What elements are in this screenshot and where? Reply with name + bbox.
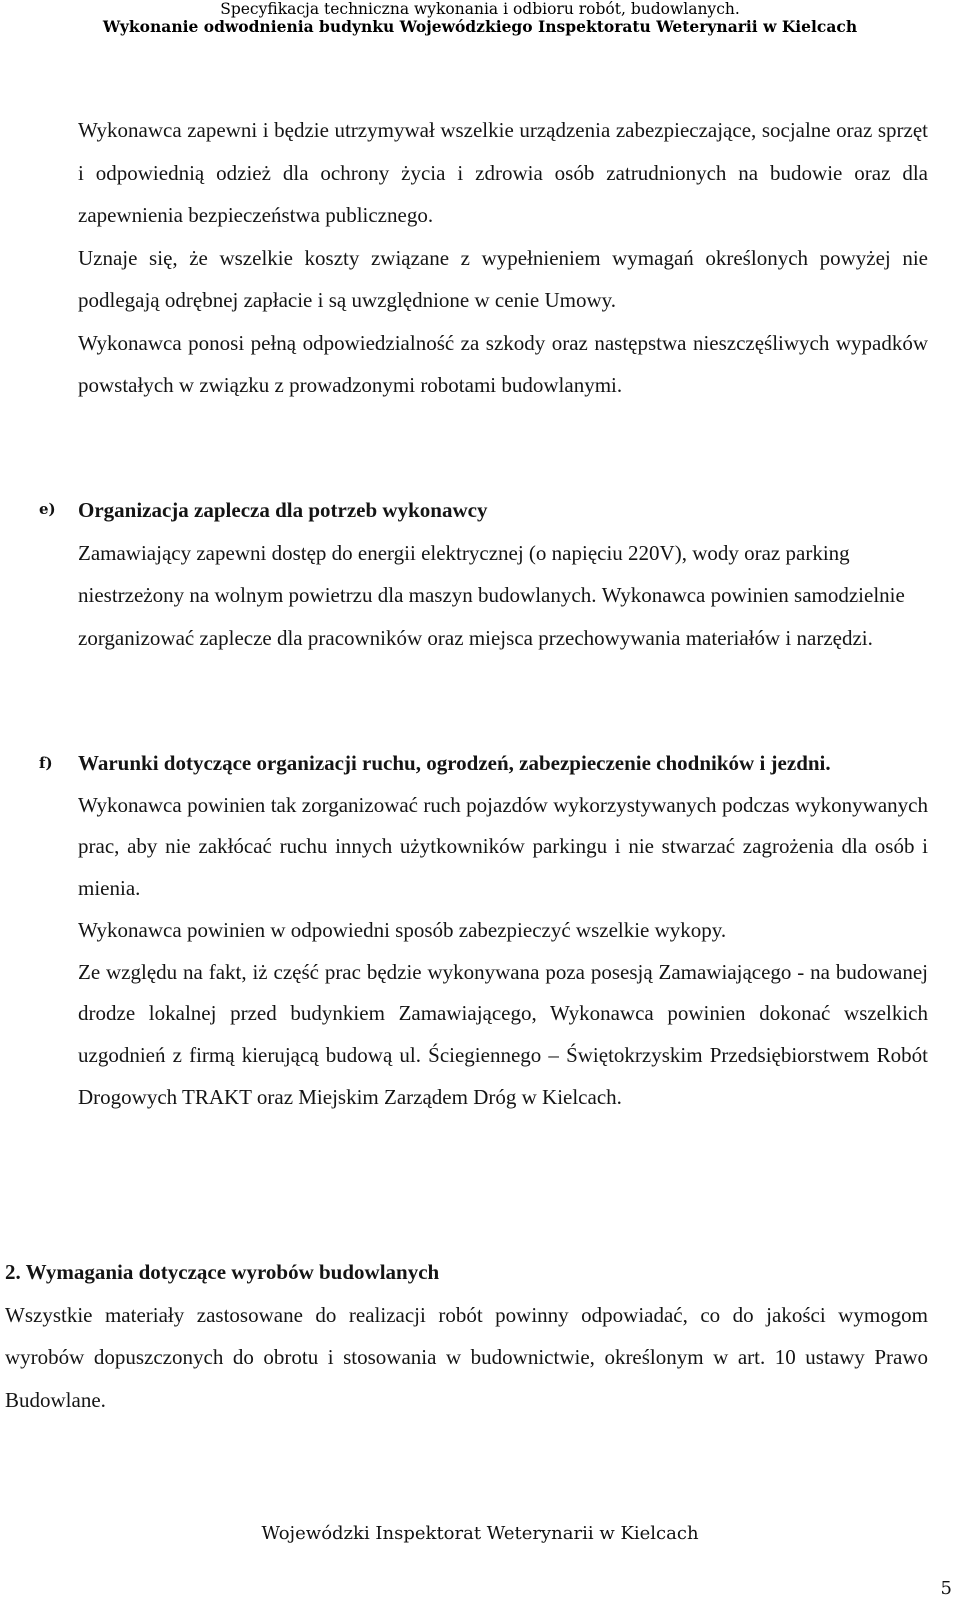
section-f-paragraph-3: Ze względu na fakt, iż część prac będzie wykonywana poza posesją Zamawiającego - na budowanej drodze lokalnej przed budynkiem Zamawiającego, Wykonawca powinien dokonać wszelkich uzgodnień z firmą kierującą budową ul. Ściegiennego – Świętokrzyskim Przedsiębiorstwem Robót Drogowych TRAKT oraz Miejskim Zarządem Dróg w Kielcach. bbox=[78, 959, 928, 1109]
section-2-title: 2. Wymagania dotyczące wyrobów budowlanych bbox=[5, 1260, 440, 1284]
intro-paragraph-1: Wykonawca zapewni i będzie utrzymywał wszelkie urządzenia zabezpieczające, socjalne oraz sprzęt i odpowiednią odzież dla ochrony życia i zdrowia osób zatrudnionych na budowie oraz dla zapewnienia bezpieczeństwa publicznego. bbox=[78, 118, 928, 227]
footer-institution: Wojewódzki Inspektorat Weterynarii w Kielcach bbox=[261, 1523, 699, 1544]
intro-paragraph-3: Wykonawca ponosi pełną odpowiedzialność za szkody oraz następstwa nieszczęśliwych wypadków powstałych w związku z prowadzonymi robotami budowlanymi. bbox=[78, 330, 928, 397]
section-e-letter: e) bbox=[39, 500, 56, 518]
section-e-paragraph-1: Zamawiający zapewni dostęp do energii elektrycznej (o napięciu 220V), wody oraz parking niestrzeżony na wolnym powietrzu dla maszyn budowlanych. bbox=[78, 540, 850, 607]
page-number: 5 bbox=[940, 1578, 952, 1599]
section-e bbox=[78, 489, 928, 659]
section-f-title: Warunki dotyczące organizacji ruchu, ogrodzeń, zabezpieczenie chodników i jezdni. bbox=[78, 751, 831, 775]
section-2 bbox=[5, 1251, 928, 1421]
header-line-2: Wykonanie odwodnienia budynku Wojewódzkiego Inspektoratu Weterynarii w Kielcach bbox=[102, 17, 858, 36]
section-e-paragraph-2: Wykonawca powinien samodzielnie zorganizować zaplecze dla pracowników oraz miejsca przechowywania materiałów i narzędzi. bbox=[78, 583, 905, 650]
section-f-paragraph-1: Wykonawca powinien tak zorganizować ruch pojazdów wykorzystywanych podczas wykonywanych prac, aby nie zakłócać ruchu innych użytkowników parkingu i nie stwarzać zagrożenia dla osób i mienia. bbox=[78, 792, 928, 901]
section-e-title: Organizacja zaplecza dla potrzeb wykonawcy bbox=[78, 498, 488, 522]
header-line-1: Specyfikacja techniczna wykonania i odbioru robót, budowlanych. bbox=[220, 0, 740, 18]
section-f-letter: f) bbox=[39, 754, 53, 772]
section-2-paragraph: Wszystkie materiały zastosowane do realizacji robót powinny odpowiadać, co do jakości wymogom wyrobów dopuszczonych do obrotu i stosowania w budownictwie, określonym w art. 10 ustawy Prawo Budowlane. bbox=[5, 1302, 928, 1412]
intro-paragraph-2: Uznaje się, że wszelkie koszty związane z wypełnieniem wymagań określonych powyżej nie podlegają odrębnej zapłacie i są uwzględnione w cenie Umowy. bbox=[78, 245, 928, 312]
section-f bbox=[78, 743, 928, 1118]
section-f-paragraph-2: Wykonawca powinien w odpowiedni sposób zabezpieczyć wszelkie wykopy. bbox=[78, 917, 727, 942]
intro-block bbox=[78, 109, 928, 407]
